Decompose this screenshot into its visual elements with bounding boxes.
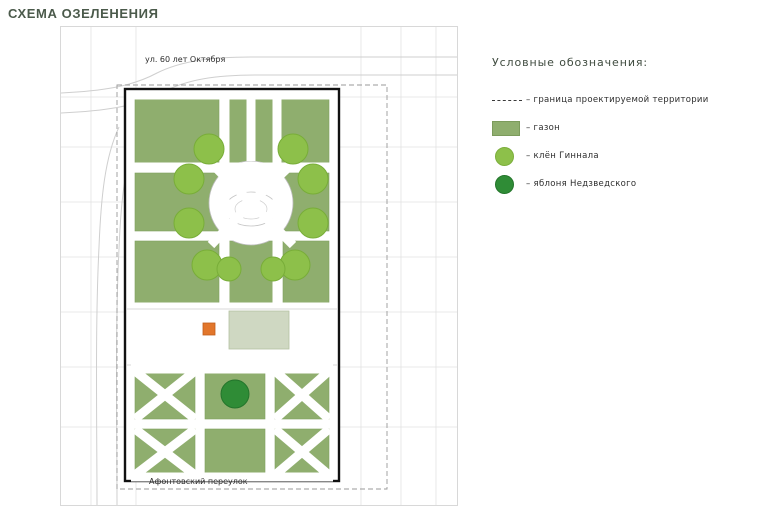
map-label-street-top: ул. 60 лет Октября <box>145 55 226 64</box>
legend-title: Условные обозначения: <box>492 56 648 69</box>
tree-acer-ginnala <box>298 208 328 238</box>
orange-marker <box>203 323 215 335</box>
tree-acer-ginnala <box>298 164 328 194</box>
tree-acer-ginnala <box>261 257 285 281</box>
tree-malus-group <box>221 380 249 408</box>
tree-malus-niedzwetzkyana <box>221 380 249 408</box>
map-label-street-bottom: Афонтовский переулок <box>149 477 248 486</box>
legend-item-malus-niedzwetzkyana <box>492 173 760 195</box>
mid-courtyard <box>127 309 337 365</box>
tree-acer-ginnala <box>194 134 224 164</box>
legend <box>492 56 760 201</box>
dashed-line-icon <box>492 91 526 109</box>
legend-item-label: – газон <box>526 123 561 133</box>
legend-item-boundary <box>492 89 760 111</box>
legend-item-acer-ginnala <box>492 145 760 167</box>
site-plan-svg <box>61 27 457 505</box>
site-plan-drawing <box>60 26 458 506</box>
legend-item-lawn <box>492 117 760 139</box>
light-green-circle-icon <box>492 147 526 165</box>
legend-item-label: – яблоня Недзведского <box>526 179 637 189</box>
legend-item-label: – клён Гиннала <box>526 151 599 161</box>
tree-acer-ginnala <box>278 134 308 164</box>
tree-acer-ginnala <box>174 208 204 238</box>
green-swatch-icon <box>492 119 526 137</box>
page-title: СХЕМА ОЗЕЛЕНЕНИЯ <box>8 6 159 21</box>
tree-acer-ginnala <box>217 257 241 281</box>
dark-green-circle-icon <box>492 175 526 193</box>
tree-acer-ginnala <box>174 164 204 194</box>
building-footprint <box>229 311 289 349</box>
legend-item-label: – граница проектируемой территории <box>526 95 709 105</box>
